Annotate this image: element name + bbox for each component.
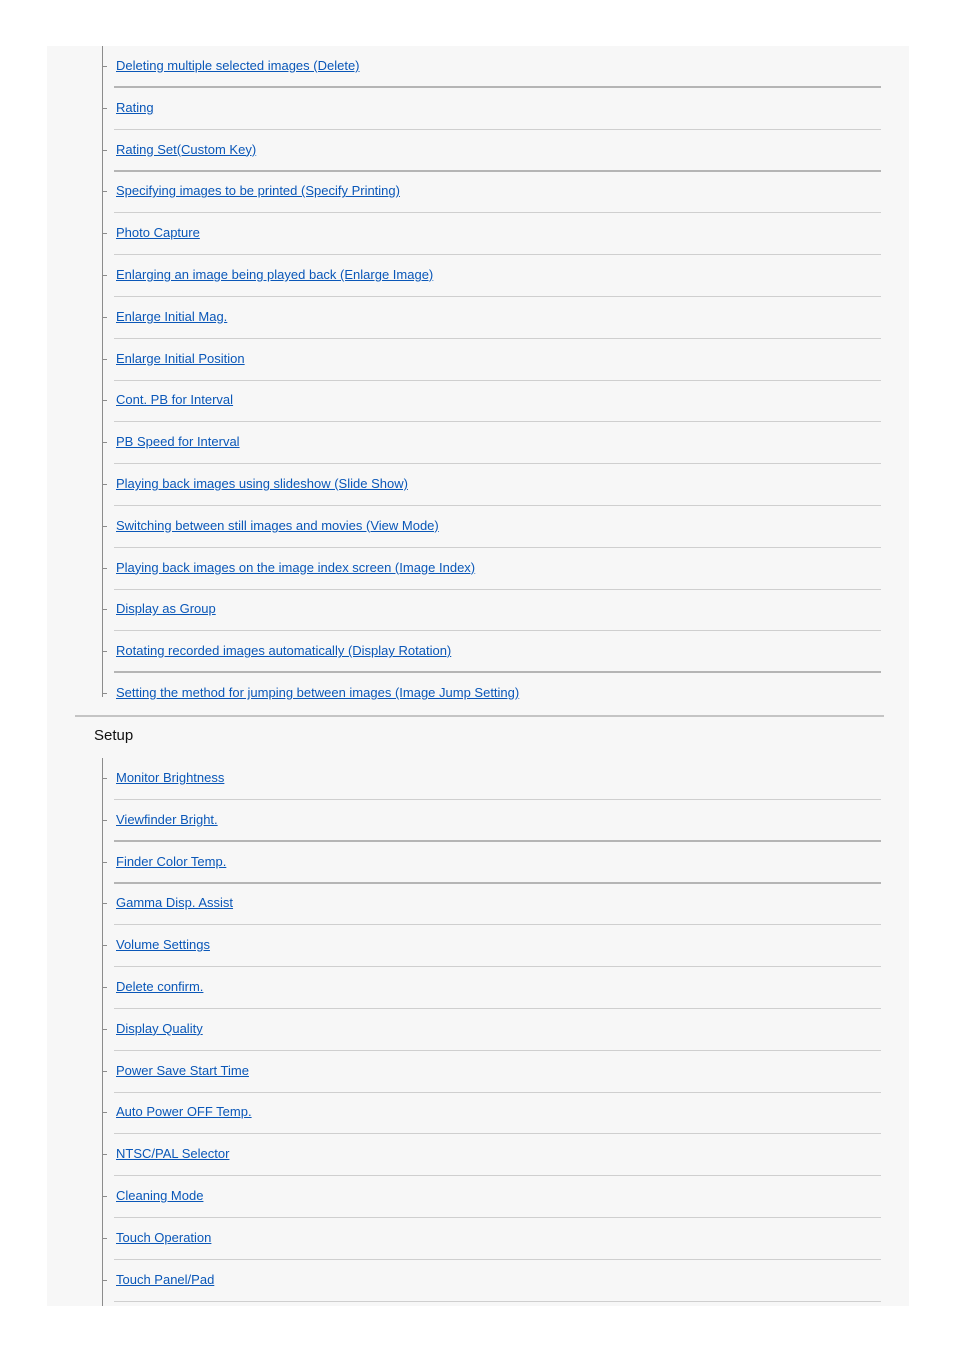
tree-branch: [102, 191, 107, 192]
tree-branch: [102, 1238, 107, 1239]
tree-branch: [102, 820, 107, 821]
list-item: [114, 800, 881, 842]
toc-link[interactable]: Rating Set(Custom Key): [116, 141, 257, 157]
toc-link[interactable]: Gamma Disp. Assist: [116, 895, 234, 911]
tree-branch: [102, 609, 107, 610]
list-item: [114, 758, 881, 800]
toc-link[interactable]: Cleaning Mode: [116, 1188, 204, 1203]
list-item: [114, 589, 881, 631]
tree-branch: [102, 233, 107, 234]
list-item: [114, 297, 881, 339]
toc-link[interactable]: Switching between still images and movies (View Mode): [116, 517, 439, 533]
tree-branch: [102, 1154, 107, 1155]
tree-branch: [102, 66, 107, 67]
tree-branch: [102, 275, 107, 276]
toc-link[interactable]: Viewfinder Bright.: [116, 811, 218, 827]
list-item: [114, 1009, 881, 1051]
toc-link[interactable]: Enlarge Initial Mag.: [116, 308, 228, 324]
list-item: [114, 1051, 881, 1093]
toc-link[interactable]: PB Speed for Interval: [116, 434, 240, 450]
list-item: [114, 422, 881, 464]
list-item: [114, 883, 881, 925]
toc-link[interactable]: Display as Group: [116, 601, 216, 617]
tree-branch: [102, 108, 107, 109]
list-item: [114, 1260, 881, 1302]
tree-branch: [102, 526, 107, 527]
list-item: [114, 88, 881, 130]
tree-branch: [102, 317, 107, 318]
toc-link[interactable]: Display Quality: [116, 1020, 203, 1036]
list-item: [114, 339, 881, 381]
toc-link[interactable]: Enlarge Initial Position: [116, 350, 245, 366]
list-item: [114, 506, 881, 548]
list-item: [114, 925, 881, 967]
toc-link[interactable]: Photo Capture: [116, 225, 200, 241]
tree-branch: [102, 568, 107, 569]
section-title-setup: Setup: [94, 727, 134, 744]
list-item: [114, 1092, 881, 1134]
row-divider: [114, 1301, 881, 1302]
tree-branch: [102, 1029, 107, 1030]
tree-branch: [102, 400, 107, 401]
toc-link[interactable]: Deleting multiple selected images (Delete): [116, 58, 360, 73]
tree-branch: [102, 1071, 107, 1072]
tree-branch: [102, 442, 107, 443]
tree-branch: [102, 1112, 107, 1113]
list-item: [114, 967, 881, 1009]
tree-branch: [102, 778, 107, 779]
toc-link[interactable]: Specifying images to be printed (Specify Printing): [116, 183, 400, 199]
list-item: [114, 1134, 881, 1176]
toc-link[interactable]: Volume Settings: [116, 937, 210, 953]
toc-link[interactable]: Rating: [116, 99, 154, 115]
tree-branch: [102, 651, 107, 652]
toc-link[interactable]: Playing back images on the image index screen (Image Index): [116, 559, 476, 575]
list-item: [114, 380, 881, 422]
toc-link[interactable]: Delete confirm.: [116, 979, 204, 994]
toc-link[interactable]: Playing back images using slideshow (Slide Show): [116, 476, 408, 491]
toc-link[interactable]: Power Save Start Time: [116, 1062, 249, 1078]
list-item: [114, 171, 881, 213]
content-panel: [47, 46, 909, 1306]
toc-link[interactable]: Finder Color Temp.: [116, 853, 227, 869]
list-item: [114, 46, 881, 88]
tree-branch: [102, 693, 107, 694]
tree-branch: [102, 1196, 107, 1197]
tree-branch: [102, 987, 107, 988]
toc-link[interactable]: NTSC/PAL Selector: [116, 1146, 230, 1162]
toc-link[interactable]: Touch Panel/Pad: [116, 1271, 215, 1287]
tree-branch: [102, 862, 107, 863]
list-item: [114, 213, 881, 255]
tree-branch: [102, 484, 107, 485]
tree-line: [102, 46, 103, 697]
tree-branch: [102, 945, 107, 946]
tree-line: [102, 758, 103, 1306]
toc-link[interactable]: Cont. PB for Interval: [116, 392, 234, 408]
toc-link[interactable]: Touch Operation: [116, 1229, 212, 1245]
toc-link[interactable]: Auto Power OFF Temp.: [116, 1104, 252, 1120]
list-item: [114, 1176, 881, 1218]
tree-branch: [102, 150, 107, 151]
list-item: [114, 255, 881, 297]
toc-link[interactable]: Setting the method for jumping between images (Image Jump Setting): [116, 685, 520, 700]
list-item: [114, 464, 881, 506]
tree-branch: [102, 903, 107, 904]
section-divider: [75, 715, 884, 717]
toc-link[interactable]: Monitor Brightness: [116, 770, 225, 785]
toc-link[interactable]: Enlarging an image being played back (Enlarge Image): [116, 267, 434, 282]
list-item: [114, 631, 881, 673]
list-item: [114, 548, 881, 590]
list-item: [114, 842, 881, 884]
list-item: [114, 130, 881, 172]
list-item: [114, 1218, 881, 1260]
tree-branch: [102, 1280, 107, 1281]
list-item: [114, 673, 881, 715]
toc-link[interactable]: Rotating recorded images automatically (Display Rotation): [116, 643, 452, 659]
tree-branch: [102, 359, 107, 360]
